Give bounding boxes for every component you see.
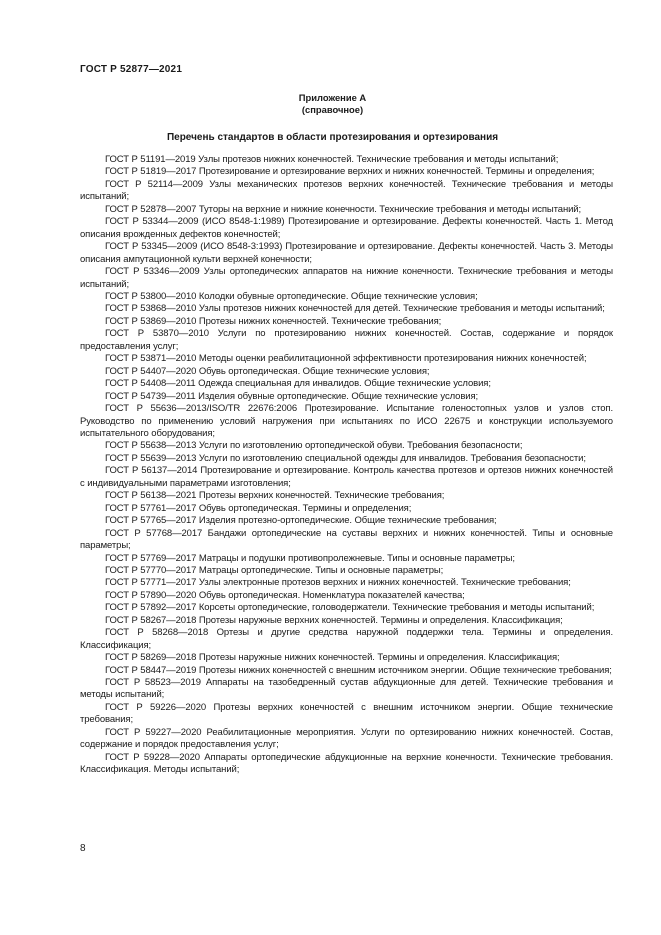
standard-item: ГОСТ Р 59227—2020 Реабилитационные мероприятия. Услуги по ортезированию нижних конечностей. Состав, содержание и порядок предоставления услуг; (80, 726, 613, 751)
standard-item: ГОСТ Р 59226—2020 Протезы верхних конечностей с внешним источником энергии. Общие технические требования; (80, 701, 613, 726)
standard-item: ГОСТ Р 53800—2010 Колодки обувные ортопедические. Общие технические условия; (105, 290, 478, 302)
standard-item: ГОСТ Р 58447—2019 Протезы нижних конечностей с внешним источником энергии. Общие технические требования; (105, 664, 612, 676)
standard-item: ГОСТ Р 53871—2010 Методы оценки реабилитационной эффективности протезирования нижних конечностей; (105, 353, 587, 365)
standard-item: ГОСТ Р 52878—2007 Туторы на верхние и нижние конечности. Технические требования и методы испытаний; (105, 203, 582, 215)
standard-item: ГОСТ Р 53868—2010 Узлы протезов нижних конечностей для детей. Технические требования и методы испытаний; (105, 303, 605, 315)
standard-item: ГОСТ Р 51191—2019 Узлы протезов нижних конечностей. Технические требования и методы испытаний; (105, 154, 559, 165)
standard-item: ГОСТ Р 54408—2011 Одежда специальная для инвалидов. Общие технические условия; (105, 378, 491, 390)
appendix-heading (80, 92, 585, 115)
standard-item: ГОСТ Р 57761—2017 Обувь ортопедическая. Термины и определения; (105, 502, 412, 514)
standard-item: ГОСТ Р 53344—2009 (ИСО 8548-1:1989) Протезирование и ортезирование. Дефекты конечностей. Часть 1. Метод описания врожденных дефектов конечностей; (80, 216, 613, 240)
standard-item: ГОСТ Р 53345—2009 (ИСО 8548-3:1993) Протезирование и ортезирование. Дефекты конечностей. Часть 3. Методы описания ампутационной культи верхней конечности; (80, 241, 613, 265)
standard-item: ГОСТ Р 58269—2018 Протезы наружные нижних конечностей. Термины и определения. Классификация; (105, 652, 560, 664)
standard-item: ГОСТ Р 57771—2017 Узлы электронные протезов верхних и нижних конечностей. Технические требования; (105, 577, 571, 589)
standard-item: ГОСТ Р 57765—2017 Изделия протезно-ортопедические. Общие технические требования; (105, 515, 497, 527)
standards-list (80, 154, 613, 777)
standard-item: ГОСТ Р 58523—2019 Аппараты на тазобедренный сустав абдукционные для детей. Технические требования и методы испытаний; (80, 677, 613, 701)
standard-item: ГОСТ Р 58268—2018 Ортезы и другие средства наружной поддержки тела. Термины и определения. Классификация; (80, 627, 613, 651)
standard-item: ГОСТ Р 55636—2013/ISO/TR 22676:2006 Протезирование. Испытание голеностопных узлов и узлов стоп. Руководство по применению условий нагружения при испытаниях по ИСО 22675 и конструкции используемого испытательного оборудования; (80, 403, 613, 439)
standard-item: ГОСТ Р 56137—2014 Протезирование и ортезирование. Контроль качества протезов и ортезов нижних конечностей с индивидуальными параметрами изготовления; (80, 465, 613, 489)
standard-item: ГОСТ Р 54407—2020 Обувь ортопедическая. Общие технические условия; (105, 365, 430, 377)
page-number: 8 (80, 843, 86, 854)
standard-item: ГОСТ Р 57770—2017 Матрацы ортопедические. Типы и основные параметры; (105, 564, 444, 576)
standard-item: ГОСТ Р 53346—2009 Узлы ортопедических аппаратов на нижние конечности. Технические требования и методы испытаний; (80, 266, 613, 290)
standard-item: ГОСТ Р 57769—2017 Матрацы и подушки противопролежневые. Типы и основные параметры; (105, 552, 515, 564)
standard-item: ГОСТ Р 59228—2020 Аппараты ортопедические абдукционные на верхние конечности. Технические требования. Классификация. Методы испытаний; (80, 751, 613, 776)
standard-item: ГОСТ Р 57892—2017 Корсеты ортопедические, головодержатели. Технические требования и методы испытаний; (105, 602, 595, 614)
standard-item: ГОСТ Р 56138—2021 Протезы верхних конечностей. Технические требования; (105, 490, 445, 502)
standard-item: ГОСТ Р 52114—2009 Узлы механических протезов верхних конечностей. Технические требования и методы испытаний; (80, 178, 613, 203)
standard-item: ГОСТ Р 51819—2017 Протезирование и ортезирование верхних и нижних конечностей. Термины и определения; (105, 166, 595, 178)
standard-item: ГОСТ Р 55638—2013 Услуги по изготовлению ортопедической обуви. Требования безопасности; (105, 440, 523, 452)
document-header: ГОСТ Р 52877—2021 (80, 64, 183, 75)
standard-item: ГОСТ Р 57890—2020 Обувь ортопедическая. Номенклатура показателей качества; (105, 589, 465, 601)
section-title: Перечень стандартов в области протезирования и ортезирования (166, 132, 499, 143)
standard-item: ГОСТ Р 53870—2010 Услуги по протезированию нижних конечностей. Состав, содержание и порядок предоставления услуг; (80, 328, 613, 352)
standard-item: ГОСТ Р 55639—2013 Услуги по изготовлению специальной одежды для инвалидов. Требования безопасности; (105, 452, 586, 464)
appendix-title: Приложение А (298, 92, 367, 103)
standard-item: ГОСТ Р 54739—2011 Изделия обувные ортопедические. Общие технические условия; (105, 390, 479, 402)
standard-item: ГОСТ Р 53869—2010 Протезы нижних конечностей. Технические требования; (105, 315, 442, 327)
standard-item: ГОСТ Р 58267—2018 Протезы наружные верхних конечностей. Термины и определения. Классификация; (105, 614, 563, 626)
appendix-subtitle: (справочное) (301, 103, 364, 115)
standard-item: ГОСТ Р 57768—2017 Бандажи ортопедические на суставы верхних и нижних конечностей. Типы и основные параметры; (80, 527, 613, 552)
